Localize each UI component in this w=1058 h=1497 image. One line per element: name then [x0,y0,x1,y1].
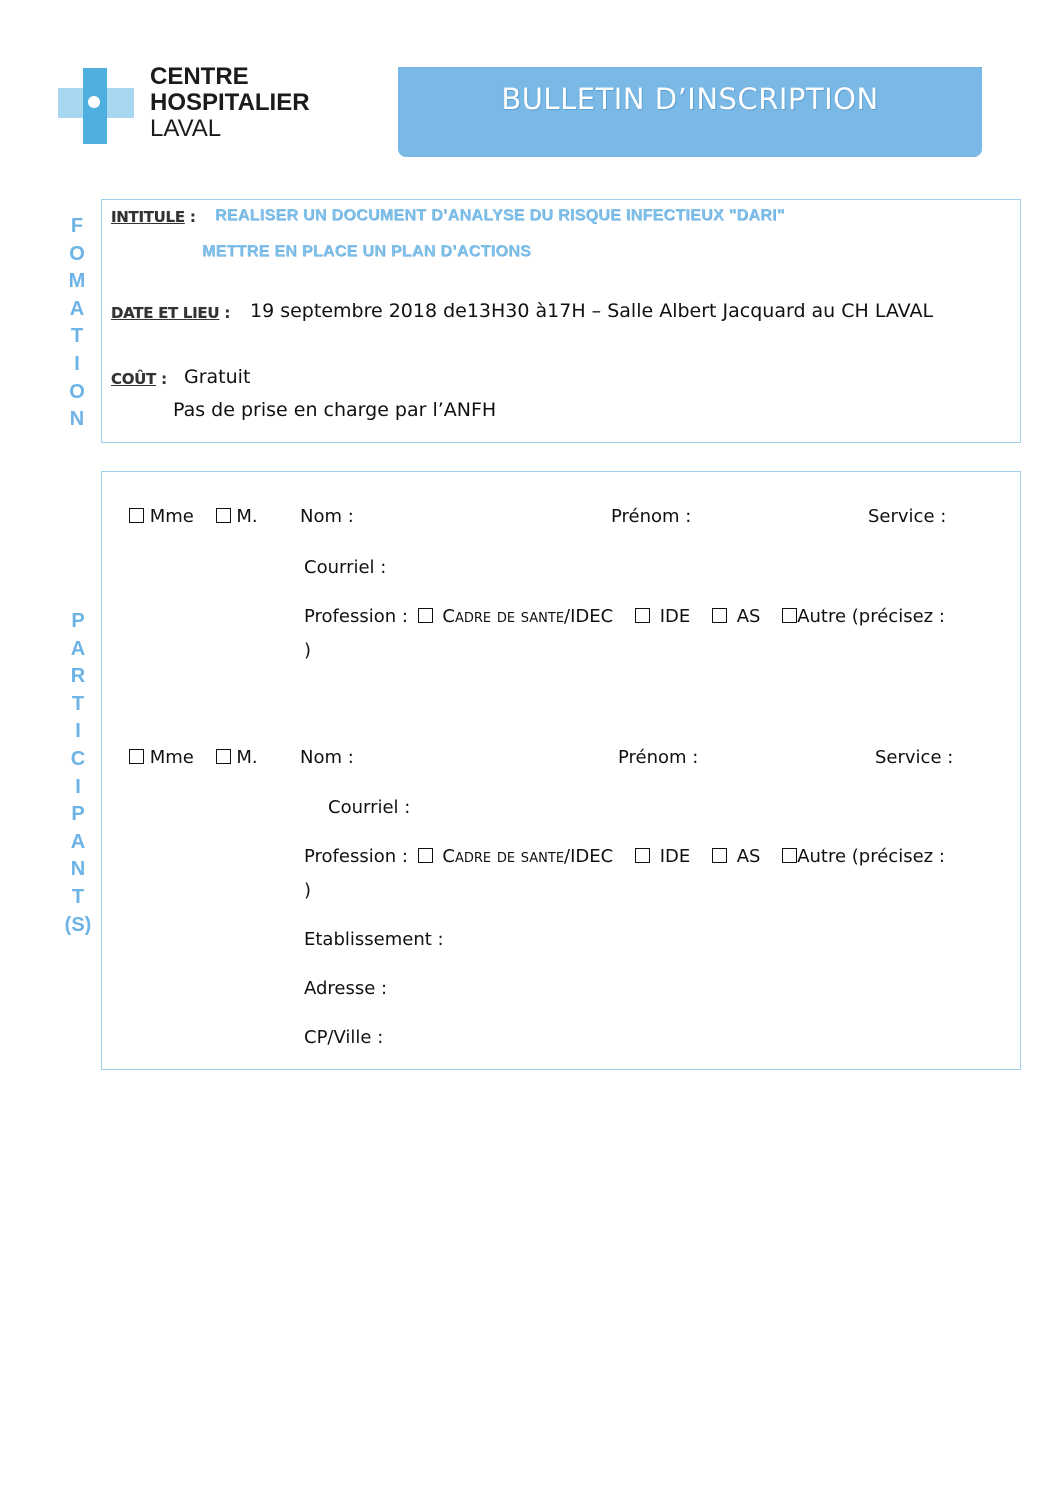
cadre-checkbox[interactable] [418,848,433,863]
mme-label: Mme [149,506,194,527]
as-label: AS [736,846,761,867]
as-checkbox[interactable] [712,608,727,623]
mme-checkbox[interactable] [129,749,144,764]
participants-letter: I [75,775,81,798]
training-title-line-2: METTRE EN PLACE UN PLAN D’ACTIONS [202,243,532,260]
autre-label: Autre (précisez : [797,846,945,867]
m-label: M. [236,506,258,527]
as-label: AS [736,606,761,627]
participant-2-close-paren: ) [304,880,312,901]
ide-checkbox[interactable] [635,848,650,863]
participant-2-service: Service : [875,747,954,768]
formation-letter: I [74,352,80,375]
participants-letter: C [70,747,86,770]
formation-letter: A [69,297,85,320]
intitule-colon: : [189,208,196,226]
autre-label: Autre (précisez : [797,606,945,627]
formation-side-label [64,213,90,434]
page-title: BULLETIN D’INSCRIPTION [501,82,879,116]
profession-label: Profession : [304,846,408,867]
participants-letter: T [71,692,85,715]
m-checkbox[interactable] [216,508,231,523]
participant-2-prenom: Prénom : [618,747,699,768]
formation-letter: T [70,325,84,348]
etablissement-field: Etablissement : [304,929,444,950]
autre-checkbox[interactable] [782,848,797,863]
participants-side-label [58,608,98,939]
intitule-label: INTITULE [111,208,185,226]
cout-value: Gratuit [184,366,251,388]
participants-box [101,471,1021,1070]
participant-1-close-paren: ) [304,640,312,661]
participants-letter: A [70,830,86,853]
hospital-logo-text [150,64,310,142]
logo-line-1: CENTRE [150,63,249,90]
participant-1-civility [129,506,258,527]
as-checkbox[interactable] [712,848,727,863]
mme-checkbox[interactable] [129,508,144,523]
participant-2-civility [129,747,258,768]
ide-label: IDE [659,846,691,867]
participant-1-prenom: Prénom : [611,506,692,527]
cadre-label: Cadre de sante/IDEC [442,846,614,867]
date-colon: : [224,304,231,322]
m-checkbox[interactable] [216,749,231,764]
date-value: 19 septembre 2018 de13H30 à17H – Salle Albert Jacquard au CH LAVAL [250,300,934,322]
m-label: M. [236,747,258,768]
participant-2-profession [304,846,945,867]
logo-dot-icon [88,96,100,108]
participants-letter: N [70,858,86,881]
date-row [111,303,230,322]
participants-letter: P [71,610,85,632]
participant-2-courriel: Courriel : [328,797,411,818]
training-title-line-1: REALISER UN DOCUMENT D’ANALYSE DU RISQUE INFECTIEUX "DARI" [215,207,785,224]
participant-2-nom: Nom : [300,747,354,768]
adresse-field: Adresse : [304,978,388,999]
cadre-label: Cadre de sante/IDEC [442,606,614,627]
ide-checkbox[interactable] [635,608,650,623]
formation-letter: O [69,380,85,403]
formation-letter: M [68,270,86,293]
date-label: DATE ET LIEU [111,304,220,322]
profession-label: Profession : [304,606,408,627]
participant-1-profession [304,606,945,627]
cout-row [111,369,167,388]
mme-label: Mme [149,747,194,768]
cp-ville-field: CP/Ville : [304,1027,384,1048]
participant-1-service: Service : [868,506,947,527]
formation-letter: O [69,242,85,265]
participants-letter: T [71,885,85,908]
logo-line-2: HOSPITALIER [150,89,310,116]
participant-1-nom: Nom : [300,506,354,527]
autre-checkbox[interactable] [782,608,797,623]
participants-letter: (S) [64,913,92,936]
formation-letter: N [69,408,85,431]
ide-label: IDE [659,606,691,627]
cout-label: COÛT [111,370,156,388]
participants-letter: R [70,665,86,688]
logo-line-3: LAVAL [150,115,222,142]
cout-note: Pas de prise en charge par l’ANFH [173,399,497,421]
cadre-checkbox[interactable] [418,608,433,623]
intitule-row [111,207,196,226]
participants-letter: I [75,720,81,743]
cout-colon: : [161,370,167,388]
participant-1-courriel: Courriel : [304,557,387,578]
participants-letter: P [71,803,85,826]
participants-letter: A [70,637,86,660]
formation-letter: F [70,215,84,237]
